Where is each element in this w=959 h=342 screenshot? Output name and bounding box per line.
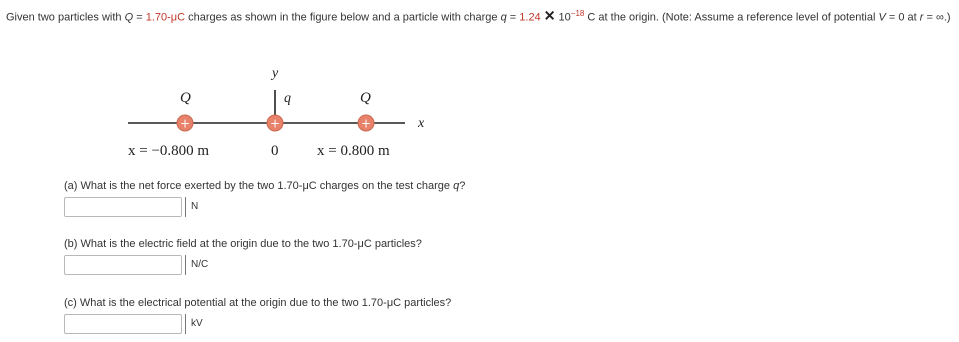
intro-text: = 0 at — [885, 11, 920, 24]
charge-diagram — [120, 60, 440, 170]
question-b-text: (b) What is the electric field at the origin due to the two 1.70-μC particles? — [64, 238, 422, 250]
answer-c-input[interactable] — [64, 314, 182, 334]
times-icon: ✕ — [543, 7, 556, 24]
intro-r-var: r — [919, 11, 924, 24]
intro-base: 10 — [555, 11, 571, 24]
answer-b-input[interactable] — [64, 255, 182, 275]
intro-text: = — [506, 11, 520, 24]
origin-label: 0 — [271, 143, 279, 159]
left-charge-label: Q — [180, 90, 191, 106]
left-charge-plus: + — [179, 116, 191, 131]
question-a-text: (a) What is the net force exerted by the two 1.70-μC charges on the test charge — [64, 180, 454, 192]
intro-exponent: −18 — [570, 9, 585, 18]
center-charge-label: q — [284, 91, 291, 106]
intro-q-var: Q — [124, 11, 134, 24]
question-b — [64, 238, 422, 250]
intro-text: = ∞.) — [923, 11, 951, 24]
intro-text: = — [133, 11, 146, 24]
right-position-label: x = 0.800 m — [317, 143, 390, 159]
charge-value: 1.70-μC — [145, 11, 186, 24]
question-c — [64, 297, 451, 309]
question-a-suffix: ? — [459, 180, 466, 192]
x-axis-label: x — [418, 116, 425, 131]
intro-text: charges as shown in the figure below and a particle with charge — [185, 11, 501, 24]
intro-text: Given two particles with — [6, 11, 125, 24]
question-a-var: q — [453, 180, 460, 192]
right-charge-plus: + — [360, 116, 372, 131]
intro-text: C at the origin. (Note: Assume a reference level of potential — [584, 11, 879, 24]
problem-statement — [6, 5, 954, 27]
test-charge-value: 1.24 — [519, 11, 541, 24]
intro-qtest-var: q — [500, 11, 507, 24]
answer-c-unit: kV — [185, 314, 203, 334]
charge-diagram-svg — [120, 60, 440, 170]
question-c-text: (c) What is the electrical potential at the origin due to the two 1.70-μC particles? — [64, 297, 452, 309]
y-axis-label: y — [272, 66, 279, 81]
question-a — [64, 180, 465, 192]
intro-v-var: V — [878, 11, 886, 24]
left-position-label: x = −0.800 m — [128, 143, 210, 159]
center-charge-plus: + — [269, 116, 281, 131]
answer-a-input[interactable] — [64, 197, 182, 217]
answer-b-unit: N/C — [185, 255, 208, 275]
answer-a-unit: N — [185, 197, 198, 217]
right-charge-label: Q — [360, 90, 371, 106]
